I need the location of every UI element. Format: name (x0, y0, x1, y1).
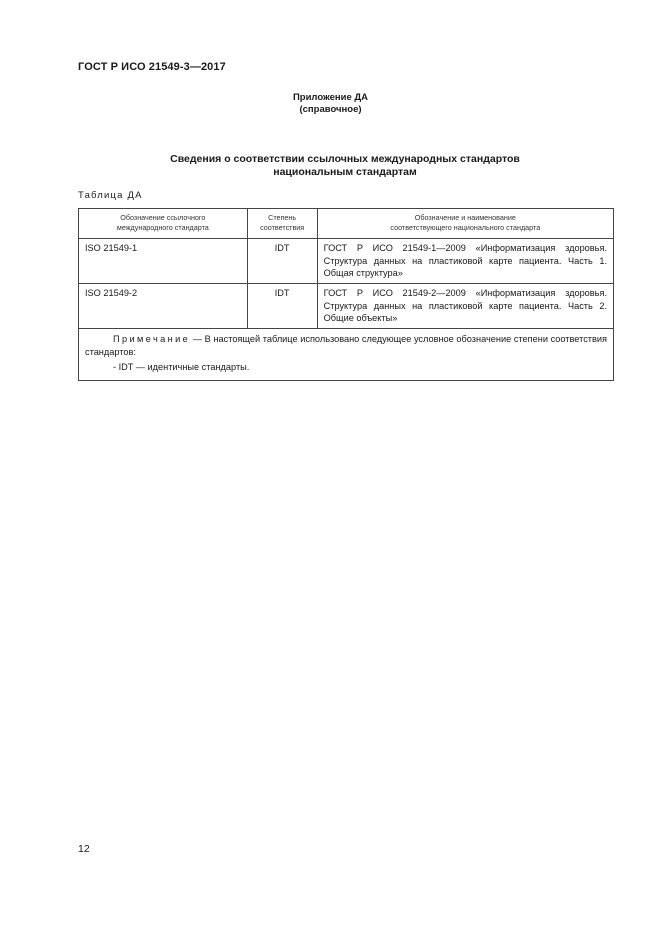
header-ref-line2: международного стандарта (116, 223, 209, 232)
table-row (79, 239, 614, 284)
cell-ref: ISO 21549-2 (79, 284, 248, 329)
cell-national: ГОСТ Р ИСО 21549-2—2009 «Информатизация здоровья. Структура данных на пластиковой карте пациента. Часть 2. Общие объекты» (317, 284, 613, 329)
annex-title: Приложение ДА (292, 92, 369, 103)
table-note (79, 329, 614, 381)
correspondence-table (78, 208, 614, 381)
document-code: ГОСТ Р ИСО 21549-3—2017 (78, 61, 226, 73)
section-title-line2: национальным стандартам (273, 166, 417, 178)
annex-subtitle: (справочное) (299, 104, 362, 115)
section-title-line1: Сведения о соответствии ссылочных международных стандартов (170, 153, 520, 165)
note-item: - IDT — идентичные стандарты. (113, 362, 250, 372)
annex-heading (0, 92, 661, 116)
table-header-row (79, 209, 614, 239)
table-caption: Таблица ДА (78, 190, 143, 201)
note-text: — В настоящей таблице использовано следующее условное обозначение степени соответствия стандартов: (85, 334, 607, 357)
cell-degree: IDT (247, 239, 317, 284)
cell-national: ГОСТ Р ИСО 21549-1—2009 «Информатизация здоровья. Структура данных на пластиковой карте пациента. Часть 1. Общая структура» (317, 239, 613, 284)
header-degree-line2: соответствия (260, 223, 305, 232)
header-degree (247, 209, 317, 239)
header-ref-line1: Обозначение ссылочного (120, 213, 206, 222)
cell-ref: ISO 21549-1 (79, 239, 248, 284)
table-row (79, 284, 614, 329)
header-national-line1: Обозначение и наименование (414, 213, 516, 222)
header-national-line2: соответствующего национального стандарта (390, 223, 541, 232)
note-label: Примечание (113, 334, 191, 344)
header-ref-standard (79, 209, 248, 239)
section-title (0, 153, 661, 179)
header-national-standard (317, 209, 613, 239)
header-degree-line1: Степень (268, 213, 297, 222)
page-number: 12 (78, 843, 90, 855)
table-note-row (79, 329, 614, 381)
cell-degree: IDT (247, 284, 317, 329)
note-indent (85, 334, 113, 344)
